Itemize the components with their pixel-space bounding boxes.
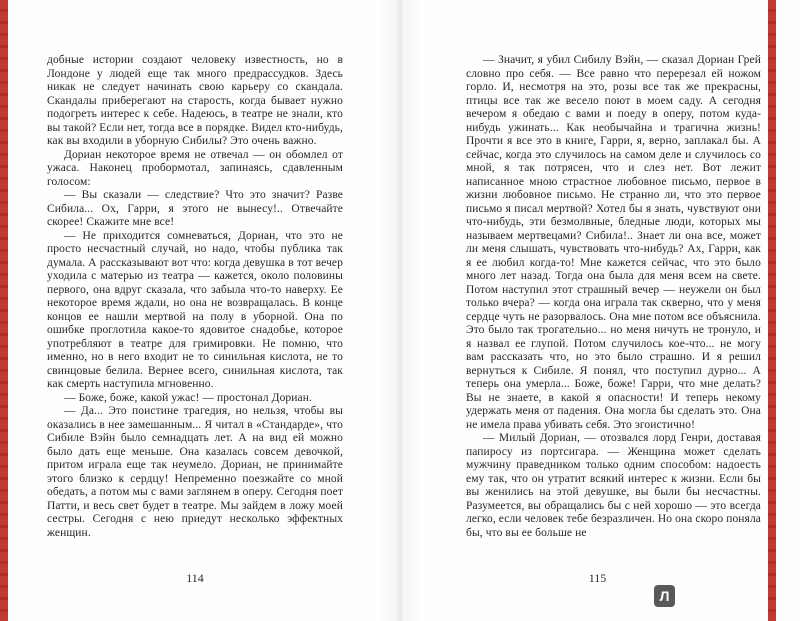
book-cover-edge-right — [768, 0, 776, 621]
book-page-left — [47, 54, 343, 572]
paragraph: — Да... Это поистине трагедия, но нельзя, чтобы вы оказались в нее замешанным... Я читал в «Стандарде», что Сибиле Вэйн было семнадцать лет. А на вид ей можно было дать еще меньше. Она казалась совсем девочкой, притом играла еще так неумело. Дориан, не принимайте этого близко к сердцу! Непременно поезжайте со мной обедать, а потом мы с вами заглянем в оперу. Сегодня поет Патти, и весь свет будет в театре. Мы зайдем в ложу моей сестры. Сегодня с нею приедут несколько эффектных женщин. — [47, 405, 343, 539]
page-number-right: 115 — [588, 571, 607, 585]
book-cover-edge-left — [0, 0, 8, 621]
paragraph: — Вы сказали — следствие? Что это значит? Разве Сибила... Ох, Гарри, я этого не вынесу!.. Отвечайте скорее! Скажите мне все! — [47, 189, 343, 228]
paragraph: Дориан некоторое время не отвечал — он обомлел от ужаса. Наконец пробормотал, запинаясь, сдавленным голосом: — [47, 148, 343, 188]
page-gutter-shadow — [378, 0, 422, 621]
paragraph: — Милый Дориан, — отозвался лорд Генри, доставая папиросу из портсигара. — Женщина может сделать мужчину праведником только одним способом: надоесть ему так, что он утратит всякий интерес к жизни. Если бы вы женились на этой девушке, вы были бы несчастны. Разумеется, вы обращались бы с ней хорошо — это всегда легко, если человек тебе безразличен. Но она скоро поняла бы, что вы ее больше не — [466, 432, 761, 539]
labirint-logo — [654, 585, 675, 607]
page-number-left: 114 — [186, 571, 204, 585]
paragraph: — Значит, я убил Сибилу Вэйн, — сказал Дориан Грей словно про себя. — Все равно что перерезал ей ножом горло. И, несмотря на это, розы все так же прекрасны, птицы все так же весело поют в моем саду. А сегодня вечером я обедаю с вами и поеду в оперу, потом куда-нибудь ужинать... Как необычайна и трагична жизнь! Прочти я все это в книге, Гарри, я, верно, заплакал бы. А сейчас, когда это случилось на самом деле и случилось со мной, я так потрясен, что и слез нет. Вот лежит написанное мною страстное любовное письмо, первое в жизни любовное письмо. Не странно ли, что это первое письмо я писал мертвой? Хотел бы я знать, чувствуют они что-нибудь, эти безмолвные, бледные люди, которых мы называем мертвецами? Сибила!.. Знает ли она все, может ли меня слышать, чувствовать что-нибудь? Ах, Гарри, как я ее любил когда-то! Мне кажется сейчас, что это было много лет назад. Тогда она была для меня всем на свете. Потом наступил этот страшный вечер — неужели он был только вчера? — когда она играла так скверно, что у меня сердце чуть не разорвалось. Она мне потом все объяснила. Это было так трогательно... но меня ничуть не тронуло, и я назвал ее глупой. Потом случилось кое-что... не могу вам рассказать что, но это было страшно. И я решил вернуться к Сибиле. Я понял, что поступил дурно... А теперь она умерла... Боже, боже! Гарри, что мне делать? Вы не знаете, в какой я опасности! И теперь некому удержать меня от падения. Она могла бы сделать это. Она не имела права убивать себя. Это эгоистично! — [466, 54, 761, 431]
labirint-logo-letter: Л — [659, 588, 670, 604]
paragraph: — Не приходится сомневаться, Дориан, что это не просто несчастный случай, но надо, чтобы публика так думала. А рассказывают вот что: когда девушка в тот вечер уходила с матерью из театра — кажется, около половины первого, она вдруг сказала, что забыла что-то наверху. Ее некоторое время ждали, но она не возвращалась. В конце концов ее нашли мертвой на полу в уборной. Она по ошибке проглотила какое-то ядовитое снадобье, которое употребляют в театре для гримировки. Не помню, что именно, но в него входит не то синильная кислота, не то свинцовые белила. Вернее всего, синильная кислота, так как смерть наступила мгновенно. — [47, 229, 343, 390]
paragraph: — Боже, боже, какой ужас! — простонал Дориан. — [64, 391, 312, 404]
paragraph: добные истории создают человеку известность, но в Лондоне у людей еще так много предрассудков. Здесь никак не следует начинать свою карьеру со скандала. Скандалы приберегают на старость, когда бывает нужно подогреть интерес к себе. Надеюсь, в театре не знали, кто вы такой? Если нет, тогда все в порядке. Видел кто-нибудь, как вы входили в уборную Сибилы? Это очень важно. — [47, 54, 343, 147]
book-page-right — [466, 54, 761, 572]
